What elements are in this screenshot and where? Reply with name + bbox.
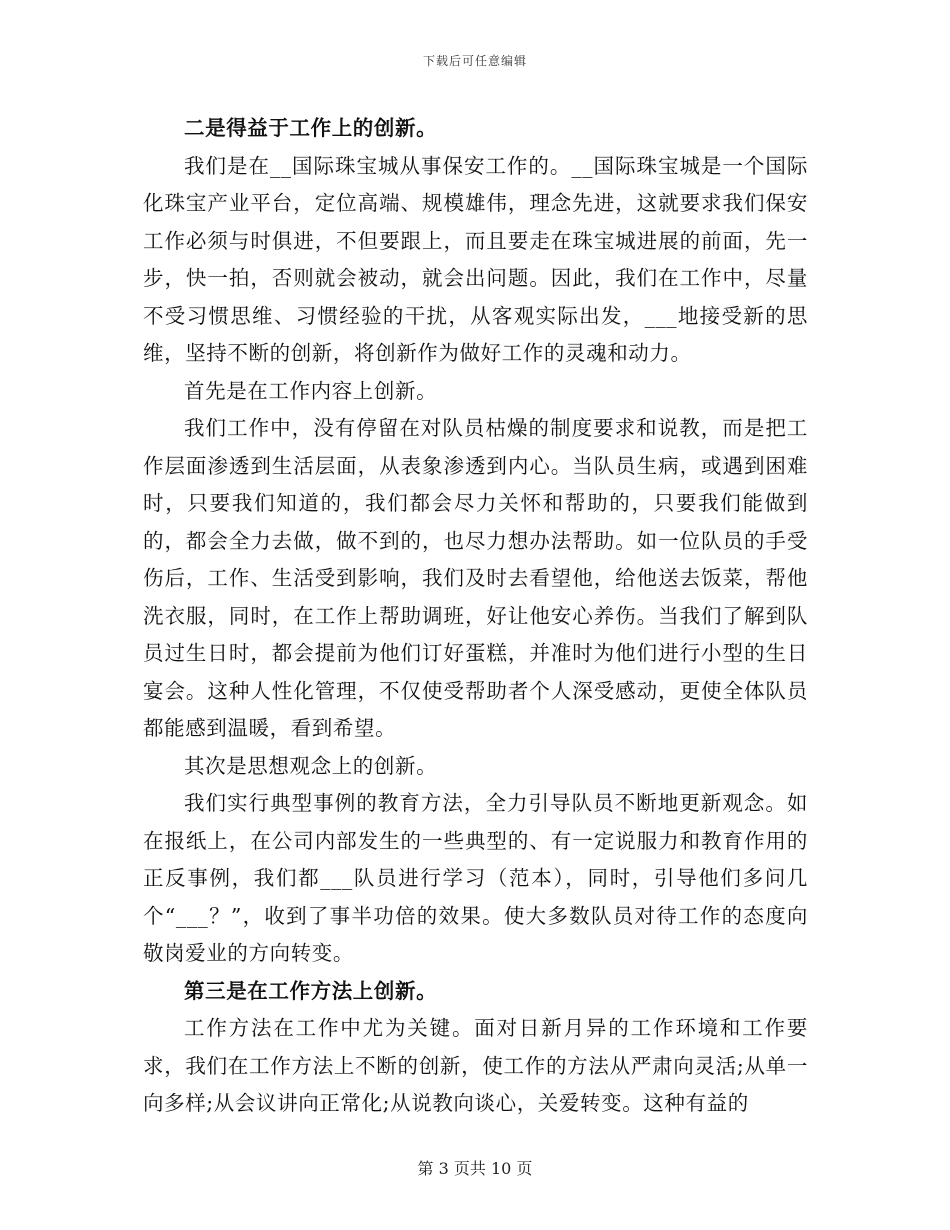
subsection-heading: 首先是在工作内容上创新。	[184, 378, 438, 403]
document-body	[143, 110, 808, 1123]
page-number: 第 3 页共 10 页	[417, 1159, 533, 1178]
body-paragraph: 我们实行典型事例的教育方法，全力引导队员不断地更新观念。如在报纸上，在公司内部发生的一些典型的、有一定说服力和教育作用的正反事例，我们都___队员进行学习（范本），同时，引导他们多问几个“___？”，收到了事半功倍的效果。使大多数队员对待工作的态度向敬岗爱业的方向转变。	[143, 791, 808, 965]
subsection-heading: 其次是思想观念上的创新。	[184, 753, 438, 778]
body-paragraph: 我们工作中，没有停留在对队员枯燥的制度要求和说教，而是把工作层面渗透到生活层面，从表象渗透到内心。当队员生病，或遇到困难时，只要我们知道的，我们都会尽力关怀和帮助的，只要我们能做到的，都会全力去做，做不到的，也尽力想办法帮助。如一位队员的手受伤后，工作、生活受到影响，我们及时去看望他，给他送去饭菜，帮他洗衣服，同时，在工作上帮助调班，好让他安心养伤。当我们了解到队员过生日时，都会提前为他们订好蛋糕，并准时为他们进行小型的生日宴会。这种人性化管理，不仅使受帮助者个人深受感动，更使全体队员都能感到温暖，看到希望。	[143, 416, 808, 740]
section-heading: 二是得益于工作上的创新。	[184, 116, 438, 140]
section-heading: 第三是在工作方法上创新。	[184, 978, 438, 1003]
page-header: 下载后可任意编辑	[422, 54, 527, 68]
body-paragraph: 我们是在__国际珠宝城从事保安工作的。__国际珠宝城是一个国际化珠宝产业平台，定位高端、规模雄伟，理念先进，这就要求我们保安工作必须与时俱进，不但要跟上，而且要走在珠宝城进展的前面，先一步，快一拍，否则就会被动，就会出问题。因此，我们在工作中，尽量不受习惯思维、习惯经验的干扰，从客观实际出发，___地接受新的思维，坚持不断的创新，将创新作为做好工作的灵魂和动力。	[143, 153, 808, 365]
body-paragraph: 工作方法在工作中尤为关键。面对日新月异的工作环境和工作要求，我们在工作方法上不断的创新，使工作的方法从严肃向灵活;从单一向多样;从会议讲向正常化;从说教向谈心，关爱转变。这种有益的	[143, 1016, 808, 1115]
